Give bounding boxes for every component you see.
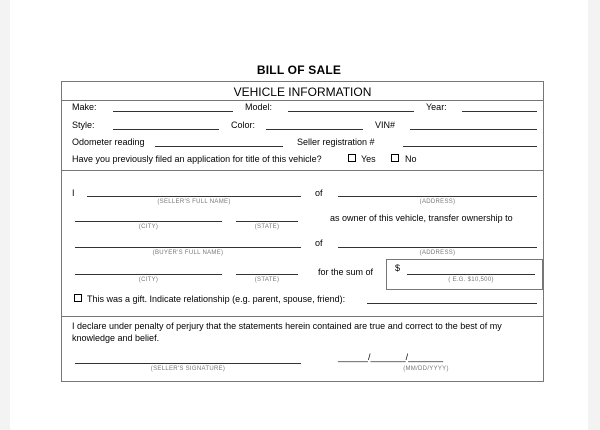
yes-label: Yes — [361, 154, 376, 164]
make-field[interactable] — [113, 111, 233, 112]
of-label-2: of — [315, 238, 323, 248]
seller-address-field[interactable] — [338, 196, 537, 197]
gift-label: This was a gift. Indicate relationship (e.g. parent, spouse, friend): — [87, 294, 346, 304]
year-label: Year: — [426, 102, 447, 112]
transfer-ownership-text: as owner of this vehicle, transfer ownership to — [330, 213, 513, 223]
i-label: I — [72, 188, 75, 198]
buyer-city-field[interactable] — [75, 274, 222, 275]
buyer-address-caption: (ADDRESS) — [419, 250, 456, 256]
vin-label: VIN# — [375, 120, 396, 130]
seller-signature-caption: (SELLER'S SIGNATURE) — [150, 366, 226, 372]
seller-city-field[interactable] — [75, 221, 222, 222]
transfer-section — [61, 170, 544, 317]
model-field[interactable] — [288, 111, 414, 112]
model-label: Model: — [245, 102, 273, 112]
declaration-section — [61, 316, 544, 382]
buyer-state-caption: (STATE) — [254, 277, 280, 283]
declaration-text-line-2: knowledge and belief. — [72, 333, 160, 343]
sale-amount-field[interactable] — [407, 274, 535, 275]
seller-address-caption: (ADDRESS) — [419, 199, 456, 205]
no-checkbox[interactable] — [391, 154, 399, 162]
buyer-name-field[interactable] — [75, 247, 301, 248]
seller-registration-label: Seller registration # — [297, 137, 375, 147]
make-label: Make: — [72, 102, 97, 112]
form-title: BILL OF SALE — [256, 63, 342, 77]
year-field[interactable] — [462, 111, 537, 112]
buyer-city-caption: (CITY) — [138, 277, 159, 283]
of-label-1: of — [315, 188, 323, 198]
declaration-text-line-1: I declare under penalty of perjury that the statements herein contained are true and correct to the best of my — [72, 321, 502, 331]
style-label: Style: — [72, 120, 95, 130]
buyer-state-field[interactable] — [236, 274, 298, 275]
color-label: Color: — [231, 120, 256, 130]
seller-state-caption: (STATE) — [254, 224, 280, 230]
form-page — [10, 0, 588, 430]
gift-checkbox[interactable] — [74, 294, 82, 302]
seller-name-caption: (SELLER'S FULL NAME) — [157, 199, 231, 205]
date-field[interactable]: ______/_______/_______ — [338, 352, 444, 362]
filed-question: Have you previously filed an application for title of this vehicle? — [72, 154, 322, 164]
header-divider — [62, 100, 543, 101]
buyer-address-field[interactable] — [338, 247, 537, 248]
seller-state-field[interactable] — [236, 221, 298, 222]
style-field[interactable] — [113, 129, 219, 130]
odometer-label: Odometer reading — [72, 137, 145, 147]
seller-name-field[interactable] — [87, 196, 301, 197]
gift-relationship-field[interactable] — [367, 303, 537, 304]
dollar-sign: $ — [395, 263, 401, 273]
yes-checkbox[interactable] — [348, 154, 356, 162]
color-field[interactable] — [266, 129, 363, 130]
no-label: No — [405, 154, 417, 164]
sale-amount-caption: ( E.G. $10,500) — [448, 277, 494, 283]
vin-field[interactable] — [410, 129, 537, 130]
odometer-field[interactable] — [155, 146, 283, 147]
vehicle-information-section — [61, 81, 544, 171]
seller-registration-field[interactable] — [403, 146, 537, 147]
seller-signature-field[interactable] — [75, 363, 301, 364]
buyer-name-caption: (BUYER'S FULL NAME) — [152, 250, 224, 256]
seller-city-caption: (CITY) — [138, 224, 159, 230]
sum-label: for the sum of — [318, 267, 374, 277]
date-caption: (MM/DD/YYYY) — [403, 366, 449, 372]
vehicle-information-header: VEHICLE INFORMATION — [233, 85, 372, 99]
sale-amount-box[interactable] — [386, 259, 543, 290]
